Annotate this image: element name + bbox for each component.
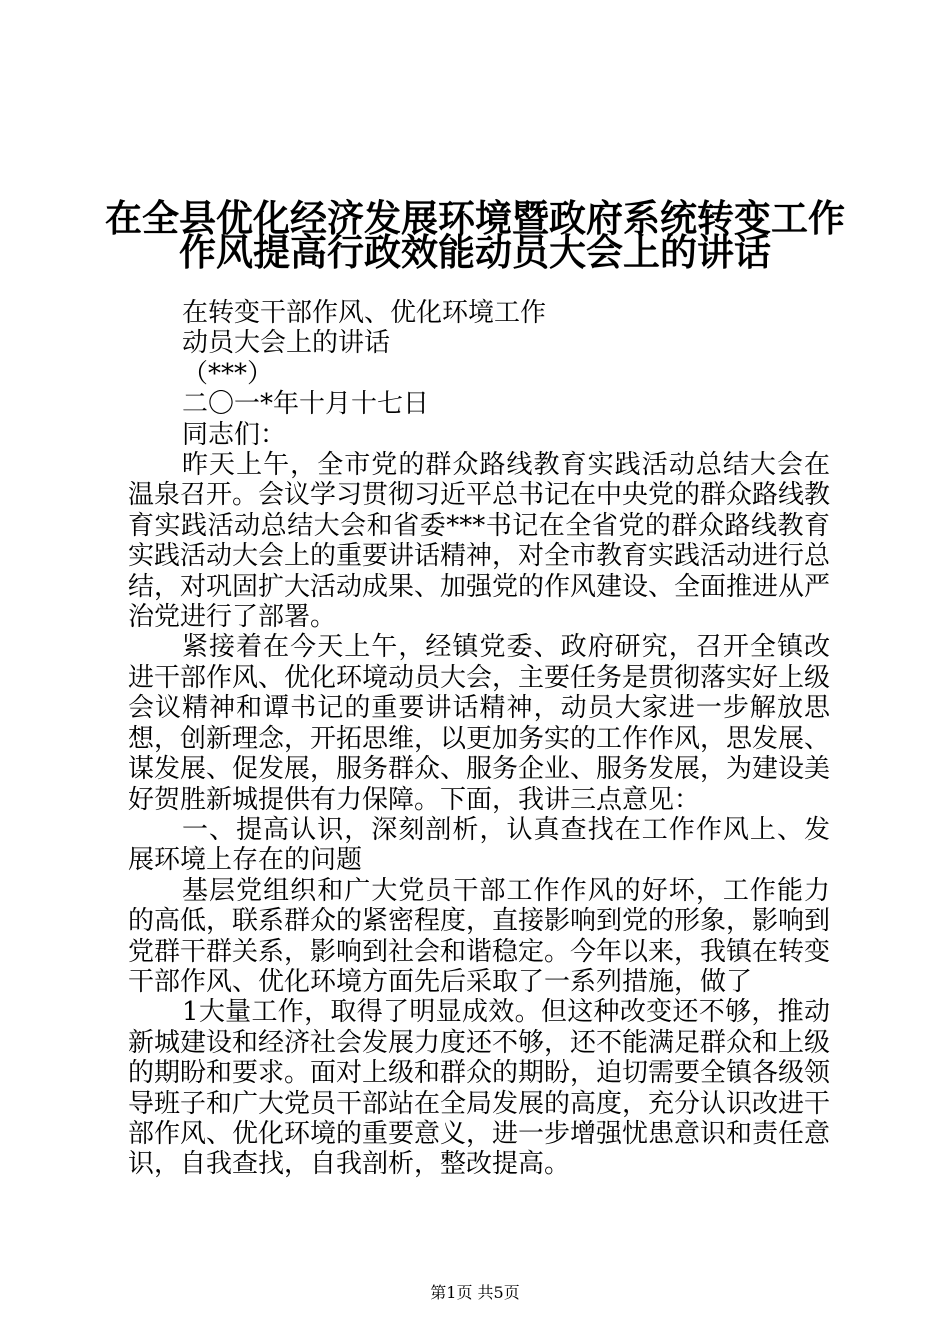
document-title-line-2: 作风提高行政效能动员大会上的讲话 bbox=[179, 231, 771, 274]
speech-subtitle-line-1: 在转变干部作风、优化环境工作 bbox=[182, 298, 547, 328]
salutation: 同志们： bbox=[182, 419, 287, 450]
paragraph: 基层党组织和广大党员干部工作作风的好坏，工作能力的高低，联系群众的紧密程度，直接影响到党的形象，影响到党群干群关系，影响到社会和谐稳定。今年以来，我镇在转变干部作风、优化环境方面先后采取了一系列措施，做了 bbox=[128, 875, 831, 997]
page-number-footer: 第1页 共5页 bbox=[430, 1283, 520, 1302]
document-body bbox=[128, 298, 830, 1180]
paragraph: 紧接着在今天上午，经镇党委、政府研究，召开全镇改进干部作风、优化环境动员大会，主要任务是贯彻落实好上级会议精神和谭书记的重要讲话精神，动员大家进一步解放思想，创新理念，开拓思维，以更加务实的工作作风，思发展、谋发展、促发展，服务群众、服务企业、服务发展，为建设美好贺胜新城提供有力保障。下面，我讲三点意见： bbox=[128, 632, 831, 815]
speech-date: 二〇一*年十月十七日 bbox=[182, 389, 430, 420]
speech-subtitle-line-2: 动员大会上的讲话 bbox=[182, 328, 391, 359]
paragraph: 昨天上午，全市党的群众路线教育实践活动总结大会在温泉召开。会议学习贯彻习近平总书记在中央党的群众路线教育实践活动总结大会和省委***书记在全省党的群众路线教育实践活动大会上的重要讲话精神，对全市教育实践活动进行总结，对巩固扩大活动成果、加强党的作风建设、全面推进从严治党进行了部署。 bbox=[128, 450, 831, 633]
paragraph: 1大量工作，取得了明显成效。但这种改变还不够，推动新城建设和经济社会发展力度还不够，还不能满足群众和上级的期盼和要求。面对上级和群众的期盼，迫切需要全镇各级领导班子和广大党员干部站在全局发展的高度，充分认识改进干部作风、优化环境的重要意义，进一步增强忧患意识和责任意识，自我查找，自我剖析，整改提高。 bbox=[128, 997, 831, 1180]
document-title-line-1: 在全县优化经济发展环境暨政府系统转变工作 bbox=[105, 197, 845, 240]
section-heading: 一、提高认识，深刻剖析，认真查找在工作作风上、发展环境上存在的问题 bbox=[128, 814, 830, 876]
speaker-name: （***） bbox=[182, 358, 274, 389]
